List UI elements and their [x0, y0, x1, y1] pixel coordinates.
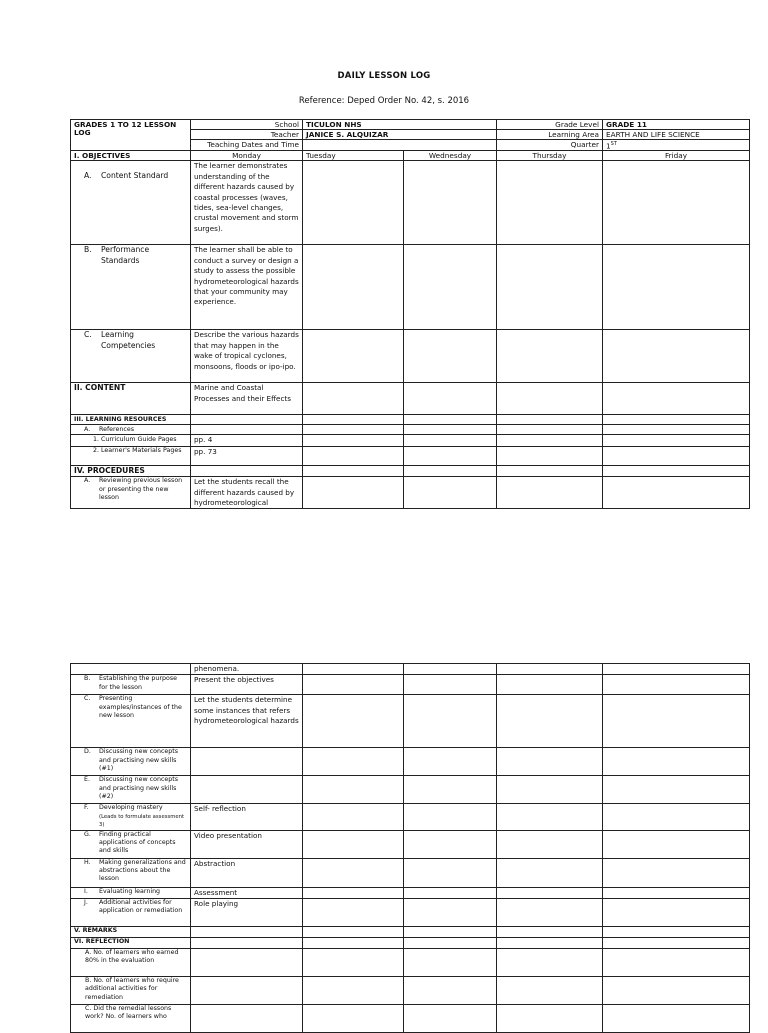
- performance-standards-text: The learner shall be able to conduct a survey or design a study to assess the possible hydrometeorological hazards that your community may experience.: [191, 245, 303, 330]
- quarter-value: [603, 140, 750, 151]
- content-standard-text: The learner demonstrates understanding of the different hazards caused by coastal processes (waves, tides, sea-level changes, crustal movement and storm surges).: [191, 161, 303, 245]
- content-text: Marine and Coastal Processes and their Effects: [191, 383, 303, 415]
- procedure-b-text: Present the objectives: [191, 675, 303, 695]
- learning-competencies-text: Describe the various hazards that may happen in the wake of tropical cyclones, monsoons, floods or ipo-ipo.: [191, 330, 303, 383]
- teacher-value: JANICE S. ALQUIZAR: [303, 130, 497, 140]
- document-title: DAILY LESSON LOG: [337, 71, 431, 81]
- day-friday: Friday: [603, 151, 750, 161]
- grade-level-label: Grade Level: [497, 120, 603, 130]
- procedure-f-text: Self- reflection: [191, 804, 303, 830]
- school-label: School: [191, 120, 303, 130]
- procedure-h-label: H. Making generalizations and abstractions about the lesson: [71, 858, 191, 887]
- quarter-label: Quarter: [497, 140, 603, 151]
- grade-level-value: GRADE 11: [603, 120, 750, 130]
- curriculum-guide-value: pp. 4: [191, 435, 303, 446]
- learning-area-label: Learning Area: [497, 130, 603, 140]
- learning-resources-heading: III. LEARNING RESOURCES: [71, 415, 191, 425]
- procedure-a-text: Let the students recall the different hazards caused by hydrometeorological: [191, 477, 303, 509]
- procedure-g-label: G. Finding practical applications of concepts and skills: [71, 830, 191, 858]
- procedure-c-text: Let the students determine some instances that refers hydrometeorological hazards: [191, 695, 303, 748]
- reflection-b-label: B. No. of learners who require additional activities for remediation: [71, 977, 191, 1005]
- log-label: GRADES 1 TO 12 LESSON LOG: [71, 120, 191, 151]
- day-wednesday: Wednesday: [404, 151, 497, 161]
- performance-standards-label: B. Performance Standards: [71, 245, 191, 330]
- learning-competencies-label: C. Learning Competencies: [71, 330, 191, 383]
- objectives-heading: I. OBJECTIVES: [71, 151, 191, 161]
- reflection-c-label: C. Did the remedial lessons work? No. of learners who: [71, 1005, 191, 1033]
- teaching-dates-value: [303, 140, 497, 151]
- quarter-suffix: ST: [610, 141, 617, 147]
- day-thursday: Thursday: [497, 151, 603, 161]
- procedure-i-text: Assessment: [191, 887, 303, 898]
- procedure-f-note: (Leads to formulate assessment 3): [99, 813, 185, 829]
- school-value: TICULON NHS: [303, 120, 497, 130]
- teacher-label: Teacher: [191, 130, 303, 140]
- curriculum-guide-label: 1. Curriculum Guide Pages: [71, 435, 191, 446]
- procedure-j-label: J. Additional activities for application or remediation: [71, 899, 191, 927]
- content-heading: II. CONTENT: [71, 383, 191, 415]
- procedure-g-text: Video presentation: [191, 830, 303, 858]
- procedure-i-label: I. Evaluating learning: [71, 887, 191, 898]
- learners-materials-label: 2. Learner's Materials Pages: [71, 446, 191, 465]
- procedure-a-continuation: phenomena.: [191, 664, 303, 675]
- remarks-heading: V. REMARKS: [71, 927, 191, 938]
- procedure-a-label: A. Reviewing previous lesson or presenting the new lesson: [71, 477, 191, 509]
- procedure-h-text: Abstraction: [191, 858, 303, 887]
- procedure-e-label: E. Discussing new concepts and practising new skills (#2): [71, 776, 191, 804]
- reference-line: Reference: Deped Order No. 42, s. 2016: [298, 96, 470, 106]
- reflection-a-label: A. No. of learners who earned 80% in the evaluation: [71, 949, 191, 977]
- learning-area-value: EARTH AND LIFE SCIENCE: [603, 130, 750, 140]
- procedure-j-text: Role playing: [191, 899, 303, 927]
- day-tuesday: Tuesday: [303, 151, 404, 161]
- procedures-heading: IV. PROCEDURES: [71, 465, 191, 476]
- content-standard-label: A. Content Standard: [71, 161, 191, 245]
- procedure-f-label: F. Developing mastery (Leads to formulate assessment 3): [71, 804, 191, 830]
- teaching-dates-label: Teaching Dates and Time: [191, 140, 303, 151]
- quarter-number: 1: [606, 141, 611, 151]
- procedure-d-label: D. Discussing new concepts and practising new skills (#1): [71, 748, 191, 776]
- reflection-heading: VI. REFLECTION: [71, 938, 191, 949]
- lesson-log-table-page-2: [70, 663, 750, 1033]
- learners-materials-value: pp. 73: [191, 446, 303, 465]
- procedure-c-label: C. Presenting examples/instances of the new lesson: [71, 695, 191, 748]
- references-label: A. References: [71, 425, 191, 435]
- day-monday: Monday: [191, 151, 303, 161]
- procedure-b-label: B. Establishing the purpose for the lesson: [71, 675, 191, 695]
- lesson-log-table-page-1: [70, 119, 750, 509]
